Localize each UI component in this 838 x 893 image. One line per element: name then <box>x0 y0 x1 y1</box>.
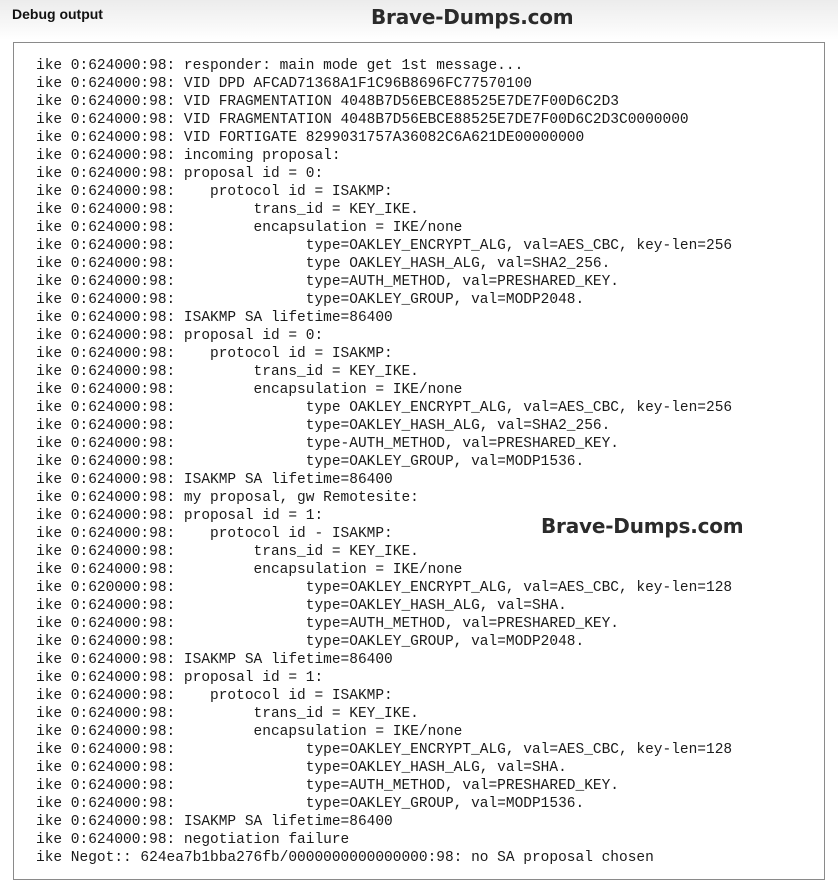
log-line: ike 0:624000:98: VID DPD AFCAD71368A1F1C96B8696FC77570100 <box>36 76 532 92</box>
log-line: ike 0:624000:98: ISAKMP SA lifetime=86400 <box>36 472 393 488</box>
log-line: ike 0:624000:98: type=OAKLEY_GROUP, val=MODP2048. <box>36 634 585 650</box>
log-line: ike 0:624000:98: protocol id - ISAKMP: <box>36 526 393 542</box>
watermark-top: Brave-Dumps.com <box>371 5 574 29</box>
log-line: ike 0:624000:98: proposal id = 0: <box>36 328 324 344</box>
log-line: ike 0:624000:98: type=OAKLEY_GROUP, val=MODP2048. <box>36 292 585 308</box>
log-line: ike 0:624000:98: protocol id = ISAKMP: <box>36 688 393 704</box>
watermark-middle: Brave-Dumps.com <box>541 514 744 538</box>
log-line: ike 0:624000:98: type=OAKLEY_ENCRYPT_ALG, val=AES_CBC, key-len=128 <box>36 742 733 758</box>
debug-log-lines <box>36 57 732 867</box>
log-line: ike 0:624000:98: ISAKMP SA lifetime=86400 <box>36 310 393 326</box>
log-line: ike 0:624000:98: encapsulation = IKE/none <box>36 724 463 740</box>
log-line: ike 0:624000:98: proposal id = 0: <box>36 166 324 182</box>
log-line: ike Negot:: 624ea7b1bba276fb/0000000000000000:98: no SA proposal chosen <box>36 850 654 866</box>
log-line: ike 0:624000:98: encapsulation = IKE/none <box>36 562 463 578</box>
log-line: ike 0:624000:98: type-AUTH_METHOD, val=PRESHARED_KEY. <box>36 436 619 452</box>
log-line: ike 0:624000:98: type=AUTH_METHOD, val=PRESHARED_KEY. <box>36 778 619 794</box>
log-line: ike 0:624000:98: type=OAKLEY_HASH_ALG, val=SHA2_256. <box>36 418 611 434</box>
log-line: ike 0:624000:98: type=OAKLEY_GROUP, val=MODP1536. <box>36 454 585 470</box>
log-line: ike 0:624000:98: proposal id = 1: <box>36 670 324 686</box>
log-line: ike 0:624000:98: VID FRAGMENTATION 4048B7D56EBCE88525E7DE7F00D6C2D3 <box>36 94 619 110</box>
log-line: ike 0:624000:98: type=OAKLEY_HASH_ALG, val=SHA. <box>36 598 567 614</box>
log-line: ike 0:624000:98: negotiation failure <box>36 832 350 848</box>
log-line: ike 0:624000:98: type=OAKLEY_ENCRYPT_ALG, val=AES_CBC, key-len=256 <box>36 238 733 254</box>
log-line: ike 0:624000:98: type=OAKLEY_HASH_ALG, val=SHA. <box>36 760 567 776</box>
log-line: ike 0:624000:98: VID FRAGMENTATION 4048B7D56EBCE88525E7DE7F00D6C2D3C0000000 <box>36 112 689 128</box>
log-line: ike 0:624000:98: encapsulation = IKE/none <box>36 382 463 398</box>
page-title: Debug output <box>12 6 103 22</box>
log-line: ike 0:624000:98: incoming proposal: <box>36 148 341 164</box>
debug-log-panel <box>13 42 825 880</box>
log-line: ike 0:624000:98: trans_id = KEY_IKE. <box>36 706 419 722</box>
log-line: ike 0:624000:98: encapsulation = IKE/none <box>36 220 463 236</box>
log-line: ike 0:624000:98: my proposal, gw Remotesite: <box>36 490 419 506</box>
log-line: ike 0:624000:98: trans_id = KEY_IKE. <box>36 364 419 380</box>
log-line: ike 0:620000:98: type=OAKLEY_ENCRYPT_ALG, val=AES_CBC, key-len=128 <box>36 580 733 596</box>
log-line: ike 0:624000:98: type=OAKLEY_GROUP, val=MODP1536. <box>36 796 585 812</box>
log-line: ike 0:624000:98: type=AUTH_METHOD, val=PRESHARED_KEY. <box>36 274 619 290</box>
log-line: ike 0:624000:98: protocol id = ISAKMP: <box>36 346 393 362</box>
log-line: ike 0:624000:98: type OAKLEY_ENCRYPT_ALG, val=AES_CBC, key-len=256 <box>36 400 733 416</box>
log-line: ike 0:624000:98: protocol id = ISAKMP: <box>36 184 393 200</box>
log-line: ike 0:624000:98: VID FORTIGATE 8299031757A36082C6A621DE00000000 <box>36 130 585 146</box>
log-line: ike 0:624000:98: ISAKMP SA lifetime=86400 <box>36 652 393 668</box>
log-line: ike 0:624000:98: responder: main mode get 1st message... <box>36 58 524 74</box>
log-line: ike 0:624000:98: proposal id = 1: <box>36 508 324 524</box>
log-line: ike 0:624000:98: type OAKLEY_HASH_ALG, val=SHA2_256. <box>36 256 611 272</box>
log-line: ike 0:624000:98: ISAKMP SA lifetime=86400 <box>36 814 393 830</box>
log-line: ike 0:624000:98: type=AUTH_METHOD, val=PRESHARED_KEY. <box>36 616 619 632</box>
log-line: ike 0:624000:98: trans_id = KEY_IKE. <box>36 544 419 560</box>
log-line: ike 0:624000:98: trans_id = KEY_IKE. <box>36 202 419 218</box>
